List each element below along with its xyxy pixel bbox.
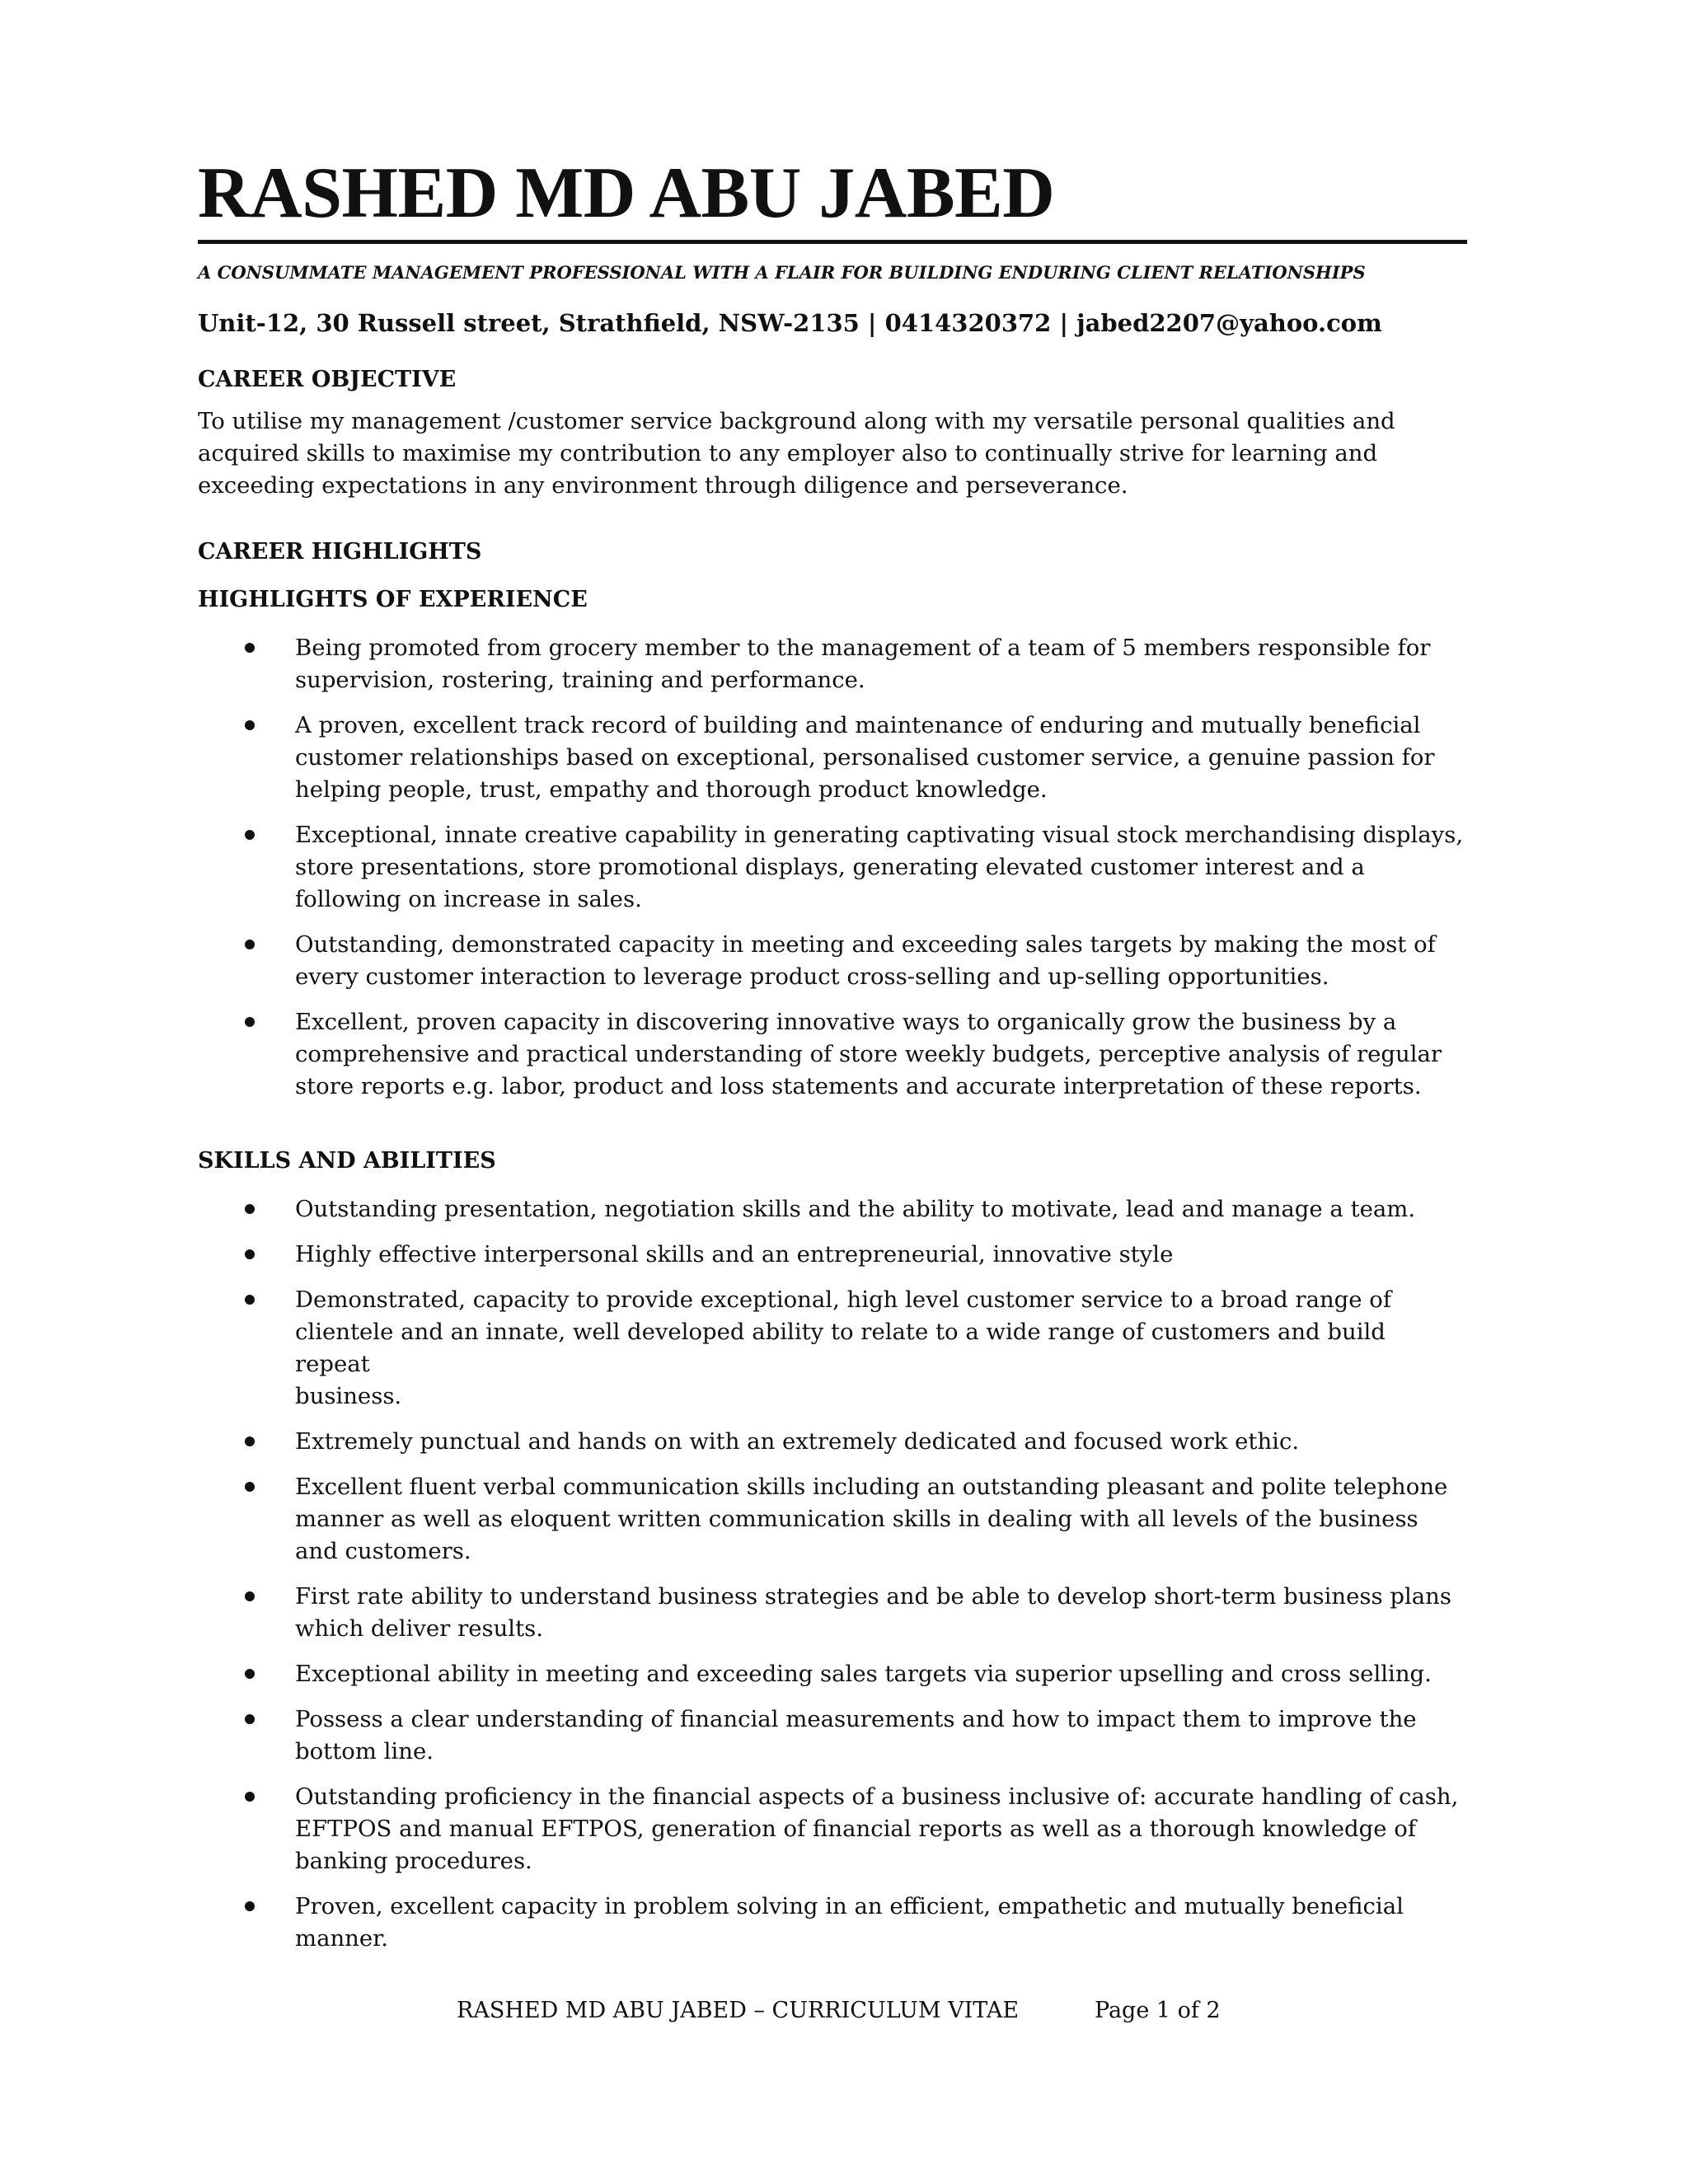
list-item-line: Outstanding proficiency in the financial aspects of a business inclusive of: accurate handling of cash,: [295, 1783, 1459, 1810]
bullet-icon: [245, 1792, 255, 1802]
list-item-line: following on increase in sales.: [295, 886, 642, 912]
bullet-icon: [245, 940, 255, 949]
list-item-line: supervision, rostering, training and performance.: [295, 667, 865, 693]
list-item-line: Extremely punctual and hands on with an extremely dedicated and focused work ethic.: [295, 1428, 1300, 1455]
list-item: [198, 1581, 1467, 1645]
list-item-line: A proven, excellent track record of building and maintenance of enduring and mutually beneficial: [295, 712, 1421, 738]
list-item-line: store presentations, store promotional displays, generating elevated customer interest and a: [295, 854, 1365, 880]
list-item: [198, 1006, 1467, 1103]
list-item-line: Highly effective interpersonal skills and an entrepreneurial, innovative style: [295, 1241, 1174, 1268]
bullet-icon: [245, 830, 255, 840]
contact-details: Unit-12, 30 Russell street, Strathfield, NSW-2135 | 0414320372 | jabed2207@yahoo.com: [198, 309, 1382, 337]
list-item-line: First rate ability to understand business strategies and be able to develop short-term business plans: [295, 1583, 1451, 1610]
footer-page-number: Page 1 of 2: [1095, 1998, 1221, 2023]
list-item: [198, 1284, 1467, 1413]
list-item: [198, 1781, 1467, 1877]
list-item-line: clientele and an innate, well developed ability to relate to a wide range of customers and build repeat: [295, 1319, 1386, 1377]
list-item-line: Outstanding, demonstrated capacity in meeting and exceeding sales targets by making the most of: [295, 931, 1436, 958]
objective-line: exceeding expectations in any environment through diligence and perseverance.: [198, 472, 1128, 499]
skills-heading: SKILLS AND ABILITIES: [198, 1148, 496, 1174]
list-item: [198, 1193, 1467, 1226]
career-objective-section: [198, 364, 1467, 502]
list-item-line: Demonstrated, capacity to provide exceptional, high level customer service to a broad range of: [295, 1286, 1392, 1313]
list-item-line: Exceptional, innate creative capability in generating captivating visual stock merchandising displays,: [295, 822, 1464, 848]
list-item-line: manner.: [295, 1925, 389, 1952]
list-item-line: every customer interaction to leverage product cross-selling and up-selling opportunities.: [295, 963, 1329, 990]
list-item: [198, 710, 1467, 806]
list-item-line: which deliver results.: [295, 1615, 544, 1642]
list-item-line: Excellent, proven capacity in discovering innovative ways to organically grow the business by a: [295, 1009, 1397, 1035]
bullet-icon: [245, 1204, 255, 1214]
objective-line: To utilise my management /customer service background along with my versatile personal qualities and: [198, 408, 1395, 434]
list-item-line: and customers.: [295, 1538, 471, 1564]
list-item-line: Exceptional ability in meeting and exceeding sales targets via superior upselling and cross selling.: [295, 1661, 1432, 1687]
bullet-icon: [245, 1249, 255, 1259]
list-item: [198, 632, 1467, 696]
list-item-line: EFTPOS and manual EFTPOS, generation of financial reports as well as a thorough knowledge of: [295, 1816, 1417, 1842]
list-item: [198, 1704, 1467, 1768]
list-item: [198, 1471, 1467, 1568]
list-item-line: store reports e.g. labor, product and loss statements and accurate interpretation of these reports.: [295, 1073, 1422, 1099]
list-item-line: comprehensive and practical understanding of store weekly budgets, perceptive analysis of regular: [295, 1041, 1442, 1067]
list-item-line: bottom line.: [295, 1738, 434, 1765]
list-item: [198, 1891, 1467, 1955]
list-item-line: business.: [295, 1383, 402, 1409]
list-item-line: customer relationships based on exceptional, personalised customer service, a genuine passion for: [295, 744, 1435, 771]
bullet-icon: [245, 1901, 255, 1911]
list-item-line: helping people, trust, empathy and thorough product knowledge.: [295, 776, 1048, 803]
bullet-icon: [245, 643, 255, 653]
bullet-icon: [245, 1482, 255, 1492]
list-item: [198, 929, 1467, 993]
list-item: [198, 1239, 1467, 1271]
list-item-line: Excellent fluent verbal communication skills including an outstanding pleasant and polite telephone: [295, 1474, 1448, 1500]
highlights-of-experience-heading: HIGHLIGHTS OF EXPERIENCE: [198, 587, 588, 612]
candidate-name: RASHED MD ABU JABED: [198, 153, 1055, 233]
list-item-line: banking procedures.: [295, 1848, 532, 1874]
name-underline-rule: [198, 240, 1467, 244]
list-item: [198, 1426, 1467, 1458]
bullet-icon: [245, 1591, 255, 1601]
bullet-icon: [245, 720, 255, 730]
bullet-icon: [245, 1436, 255, 1446]
professional-tagline: A CONSUMMATE MANAGEMENT PROFESSIONAL WITH A FLAIR FOR BUILDING ENDURING CLIENT RELATIONSHIPS: [198, 262, 1366, 283]
bullet-icon: [245, 1295, 255, 1305]
career-highlights-heading: CAREER HIGHLIGHTS: [198, 539, 482, 565]
objective-line: acquired skills to maximise my contribution to any employer also to continually strive for learning and: [198, 440, 1378, 466]
bullet-icon: [245, 1714, 255, 1724]
list-item: [198, 819, 1467, 916]
list-item-line: Proven, excellent capacity in problem solving in an efficient, empathetic and mutually beneficial: [295, 1893, 1404, 1919]
career-objective-text: [198, 405, 1467, 502]
list-item-line: manner as well as eloquent written communication skills in dealing with all levels of the business: [295, 1506, 1418, 1532]
skills-list: [198, 1193, 1467, 1955]
list-item-line: Possess a clear understanding of financial measurements and how to impact them to improve the: [295, 1706, 1417, 1732]
highlights-list: [198, 632, 1467, 1103]
footer-document-title: RASHED MD ABU JABED – CURRICULUM VITAE: [457, 1998, 1020, 2023]
list-item-line: Outstanding presentation, negotiation skills and the ability to motivate, lead and manage a team.: [295, 1196, 1416, 1222]
bullet-icon: [245, 1669, 255, 1679]
career-objective-heading: CAREER OBJECTIVE: [198, 367, 457, 392]
career-highlights-section: [198, 537, 1467, 1103]
list-item: [198, 1658, 1467, 1690]
resume-page: [198, 152, 1467, 1968]
skills-section: [198, 1146, 1467, 1955]
list-item-line: Being promoted from grocery member to the management of a team of 5 members responsible for: [295, 635, 1431, 661]
bullet-icon: [245, 1017, 255, 1027]
